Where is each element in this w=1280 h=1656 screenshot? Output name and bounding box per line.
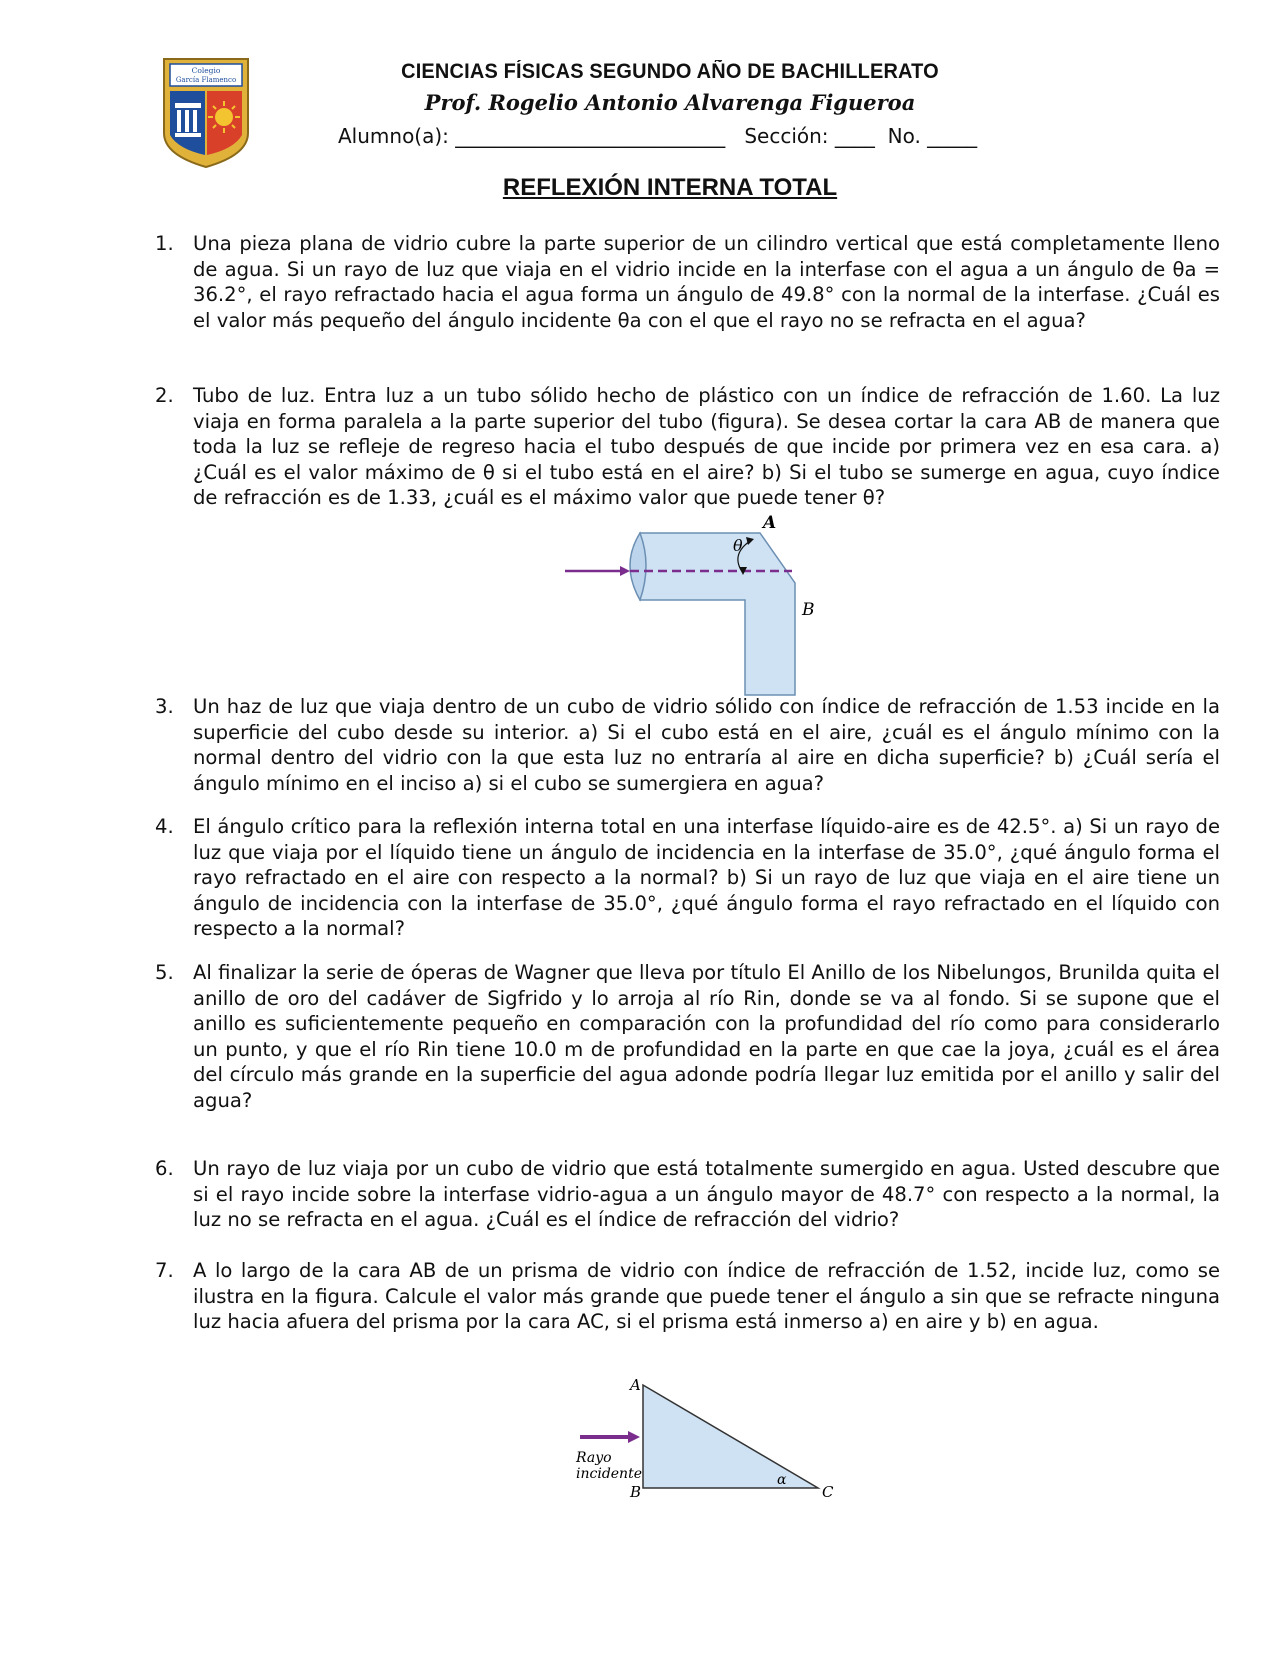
label-alpha: α (777, 1472, 787, 1488)
student-line: Alumno(a): ___________________________ Sección: ____ No. _____ (338, 124, 978, 148)
ray-label-2: incidente (576, 1466, 642, 1482)
school-logo (158, 55, 254, 171)
tube-end (630, 533, 646, 600)
prism-body (643, 1385, 818, 1488)
question-number: 1. (155, 232, 174, 255)
label-b: B (802, 600, 815, 620)
question-6 (155, 1156, 1220, 1233)
ray-label-1: Rayo (576, 1450, 612, 1466)
question-number: 2. (155, 384, 174, 407)
light-tube-figure (560, 515, 860, 705)
prism-figure (570, 1373, 840, 1503)
tube-body (640, 533, 795, 695)
question-4 (155, 814, 1220, 942)
label-a: A (630, 1376, 641, 1394)
question-number: 6. (155, 1157, 174, 1180)
question-number: 3. (155, 695, 174, 718)
label-a: A (763, 515, 777, 533)
logo-text-1: Colegio (191, 66, 221, 75)
question-number: 7. (155, 1259, 174, 1282)
question-text: Un rayo de luz viaja por un cubo de vidrio que está totalmente sumergido en agua. Usted descubre que si el rayo incide sobre la interfase vidrio-agua a un ángulo mayor de 48.7° con respecto a la normal, la luz no se refracta en el agua. ¿Cuál es el índice de refracción del vidrio? (193, 1157, 1220, 1232)
question-text: Tubo de luz. Entra luz a un tubo sólido hecho de plástico con un índice de refracción de 1.60. La luz viaja en forma paralela a la parte superior del tubo (figura). Se desea cortar la cara AB de manera que toda la luz se refleje de regreso hacia el tubo después de que incide por primera vez en esa cara. a) ¿Cuál es el valor máximo de θ si el tubo está en el aire? b) Si el tubo se sumerge en agua, cuyo índice de refracción es de 1.33, ¿cuál es el máximo valor que puede tener θ? (193, 384, 1220, 510)
header-title: CIENCIAS FÍSICAS SEGUNDO AÑO DE BACHILLERATO (401, 60, 939, 83)
label-theta: θ (733, 536, 743, 555)
question-5 (155, 960, 1220, 1114)
question-1 (155, 231, 1220, 333)
ray-arrowhead (620, 566, 630, 576)
document-title: REFLEXIÓN INTERNA TOTAL (502, 174, 838, 201)
question-number: 4. (155, 815, 174, 838)
question-2 (155, 383, 1220, 511)
question-text: Al finalizar la serie de óperas de Wagner que lleva por título El Anillo de los Nibelungos, Brunilda quita el anillo de oro del cadáver de Sigfrido y lo arroja al río Rin, donde se va al fondo. Si se supone que el anillo es suficientemente pequeño en comparación con la profundidad del río como para considerarlo un punto, y que el río Rin tiene 10.0 m de profundidad en la parte en que cae la joya, ¿cuál es el área del círculo más grande en la superficie del agua adonde podría llegar luz emitida por el anillo y salir del agua? (193, 961, 1220, 1112)
teacher-name: Prof. Rogelio Antonio Alvarenga Figueroa (424, 90, 916, 115)
label-c: C (822, 1483, 834, 1501)
logo-text-2: García Flamenco (175, 76, 237, 84)
question-text: Una pieza plana de vidrio cubre la parte superior de un cilindro vertical que está completamente lleno de agua. Si un rayo de luz que viaja en el vidrio incide en la interfase con el agua a un ángulo de θa = 36.2°, el rayo refractado hacia el agua forma un ángulo de 49.8° con la normal de la interfase. ¿Cuál es el valor más pequeño del ángulo incidente θa con el que el rayo no se refracta en el agua? (193, 232, 1220, 332)
question-text: El ángulo crítico para la reflexión interna total en una interfase líquido-aire es de 42.5°. a) Si un rayo de luz que viaja por el líquido tiene un ángulo de incidencia en la interfase de 35.0°, ¿qué ángulo forma el rayo refractado en el aire con respecto a la normal? b) Si un rayo de luz que viaja en el aire tiene un ángulo de incidencia con la interfase de 35.0°, ¿qué ángulo forma el rayo refractado en el líquido con respecto a la normal? (193, 815, 1220, 941)
ray-arrowhead (628, 1431, 640, 1443)
question-text: Un haz de luz que viaja dentro de un cubo de vidrio sólido con índice de refracción de 1.53 incide en la superficie del cubo desde su interior. a) Si el cubo está en el aire, ¿cuál es el ángulo mínimo con la normal dentro del vidrio con la que esta luz no entraría al aire en dicha superficie? b) ¿Cuál sería el ángulo mínimo en el inciso a) si el cubo se sumergiera en agua? (193, 695, 1220, 795)
question-number: 5. (155, 961, 174, 984)
label-b: B (630, 1483, 642, 1501)
question-7 (155, 1258, 1220, 1335)
question-3 (155, 694, 1220, 796)
question-text: A lo largo de la cara AB de un prisma de vidrio con índice de refracción de 1.52, incide luz, como se ilustra en la figura. Calcule el valor más grande que puede tener el ángulo a sin que se refracte ninguna luz hacia afuera del prisma por la cara AC, si el prisma está inmerso a) en aire y b) en agua. (193, 1259, 1220, 1334)
